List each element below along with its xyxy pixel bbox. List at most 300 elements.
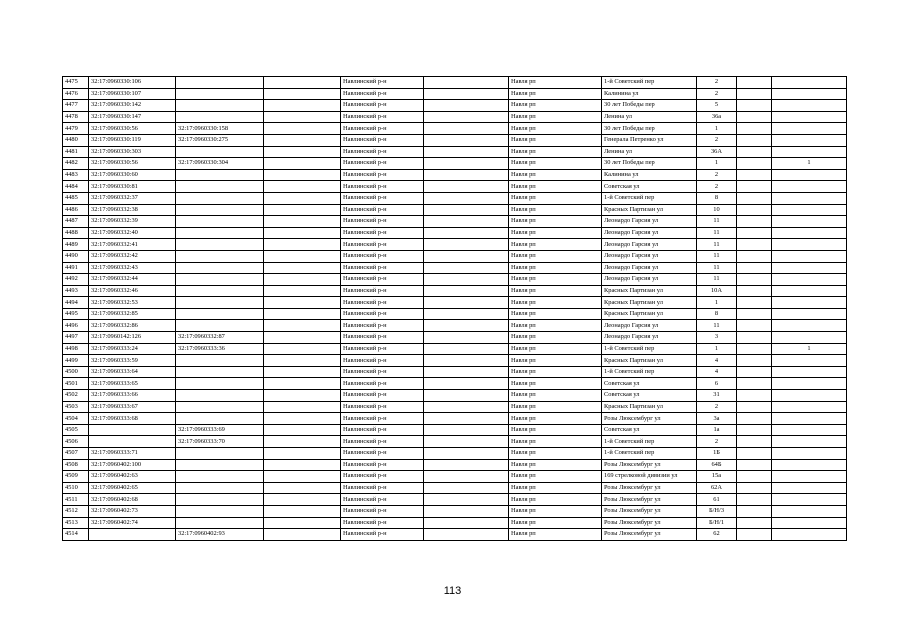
cell-settlement: Навля рп <box>509 192 602 204</box>
table-row <box>63 505 847 517</box>
cell-extra-value <box>772 448 847 460</box>
cell-cadastral-number: 32:17:0960330:119 <box>89 134 176 146</box>
cell-col-empty-2 <box>424 216 509 228</box>
cell-extra-value <box>772 146 847 158</box>
cell-parent-cadastral-number: 32:17:0960333:69 <box>176 424 264 436</box>
cell-district: Навлинский р-н <box>341 378 424 390</box>
cell-parent-cadastral-number <box>176 390 264 402</box>
cell-street: Розы Люксембург ул <box>602 494 697 506</box>
cell-extra-value <box>772 285 847 297</box>
cell-col-empty-2 <box>424 285 509 297</box>
cell-district: Навлинский р-н <box>341 390 424 402</box>
cell-parent-cadastral-number <box>176 297 264 309</box>
cell-settlement: Навля рп <box>509 494 602 506</box>
cell-col-empty-3 <box>737 192 772 204</box>
cell-street: 1-й Советский пер <box>602 448 697 460</box>
cell-house-number: 4 <box>697 366 737 378</box>
cell-row-number: 4506 <box>63 436 89 448</box>
cell-street: Ленина ул <box>602 146 697 158</box>
cell-extra-value <box>772 169 847 181</box>
cell-cadastral-number: 32:17:0960333:24 <box>89 343 176 355</box>
cell-settlement: Навля рп <box>509 216 602 228</box>
cell-extra-value <box>772 192 847 204</box>
cell-house-number: 5 <box>697 100 737 112</box>
cell-extra-value <box>772 111 847 123</box>
cell-house-number: 2 <box>697 436 737 448</box>
cell-cadastral-number: 32:17:0960332:85 <box>89 308 176 320</box>
cell-col-empty-2 <box>424 227 509 239</box>
cell-district: Навлинский р-н <box>341 285 424 297</box>
cell-district: Навлинский р-н <box>341 192 424 204</box>
cell-col-empty-3 <box>737 274 772 286</box>
cell-district: Навлинский р-н <box>341 343 424 355</box>
cell-row-number: 4492 <box>63 274 89 286</box>
cell-street: Красных Партизан ул <box>602 355 697 367</box>
cell-extra-value <box>772 332 847 344</box>
cell-street: Розы Люксембург ул <box>602 482 697 494</box>
cell-district: Навлинский р-н <box>341 436 424 448</box>
cell-district: Навлинский р-н <box>341 401 424 413</box>
cell-settlement: Навля рп <box>509 320 602 332</box>
cell-extra-value <box>772 274 847 286</box>
cell-cadastral-number: 32:17:0960402:74 <box>89 517 176 529</box>
cell-house-number: 11 <box>697 239 737 251</box>
cell-house-number: 11 <box>697 227 737 239</box>
cell-district: Навлинский р-н <box>341 88 424 100</box>
cell-extra-value <box>772 355 847 367</box>
cell-col-empty-1 <box>264 355 341 367</box>
cell-cadastral-number: 32:17:0960330:142 <box>89 100 176 112</box>
cell-col-empty-1 <box>264 413 341 425</box>
cell-street: Леонардо Гарсия ул <box>602 332 697 344</box>
cell-col-empty-2 <box>424 320 509 332</box>
cell-col-empty-2 <box>424 274 509 286</box>
cell-house-number: 2 <box>697 77 737 89</box>
cell-street: Розы Люксембург ул <box>602 505 697 517</box>
cell-house-number: Б/Н/3 <box>697 505 737 517</box>
cell-col-empty-3 <box>737 111 772 123</box>
cell-col-empty-2 <box>424 448 509 460</box>
cell-row-number: 4511 <box>63 494 89 506</box>
table-row <box>63 158 847 170</box>
cell-cadastral-number: 32:17:0960330:147 <box>89 111 176 123</box>
cell-col-empty-2 <box>424 378 509 390</box>
cell-house-number: 2 <box>697 169 737 181</box>
cell-col-empty-1 <box>264 111 341 123</box>
cell-row-number: 4477 <box>63 100 89 112</box>
cell-district: Навлинский р-н <box>341 262 424 274</box>
cell-district: Навлинский р-н <box>341 169 424 181</box>
cell-settlement: Навля рп <box>509 505 602 517</box>
table-row <box>63 297 847 309</box>
cell-row-number: 4482 <box>63 158 89 170</box>
cell-cadastral-number: 32:17:0960330:106 <box>89 77 176 89</box>
cell-col-empty-3 <box>737 401 772 413</box>
cell-col-empty-1 <box>264 320 341 332</box>
table-row <box>63 262 847 274</box>
cell-col-empty-2 <box>424 88 509 100</box>
cell-col-empty-1 <box>264 239 341 251</box>
cell-col-empty-2 <box>424 158 509 170</box>
table-row <box>63 320 847 332</box>
cell-col-empty-2 <box>424 366 509 378</box>
table-row <box>63 239 847 251</box>
cell-district: Навлинский р-н <box>341 355 424 367</box>
cell-house-number: 2 <box>697 181 737 193</box>
cell-col-empty-3 <box>737 413 772 425</box>
cell-settlement: Навля рп <box>509 366 602 378</box>
table-row <box>63 471 847 483</box>
cell-cadastral-number: 32:17:0960333:66 <box>89 390 176 402</box>
cell-col-empty-1 <box>264 285 341 297</box>
cell-col-empty-1 <box>264 262 341 274</box>
cell-col-empty-3 <box>737 436 772 448</box>
cell-settlement: Навля рп <box>509 517 602 529</box>
cell-row-number: 4504 <box>63 413 89 425</box>
table-row <box>63 146 847 158</box>
cell-settlement: Навля рп <box>509 482 602 494</box>
cell-parent-cadastral-number: 32:17:0960333:36 <box>176 343 264 355</box>
cell-extra-value <box>772 529 847 541</box>
cell-parent-cadastral-number <box>176 355 264 367</box>
cell-row-number: 4510 <box>63 482 89 494</box>
table-row <box>63 494 847 506</box>
cell-extra-value <box>772 100 847 112</box>
cell-col-empty-3 <box>737 308 772 320</box>
cell-col-empty-1 <box>264 250 341 262</box>
cell-cadastral-number: 32:17:0960332:37 <box>89 192 176 204</box>
cell-col-empty-1 <box>264 77 341 89</box>
cell-house-number: 11 <box>697 274 737 286</box>
cell-house-number: 1а <box>697 424 737 436</box>
cell-district: Навлинский р-н <box>341 111 424 123</box>
cell-row-number: 4487 <box>63 216 89 228</box>
cell-col-empty-3 <box>737 390 772 402</box>
cell-street: Советская ул <box>602 424 697 436</box>
cell-col-empty-2 <box>424 204 509 216</box>
cell-parent-cadastral-number <box>176 378 264 390</box>
cell-street: 30 лет Победы пер <box>602 100 697 112</box>
cell-settlement: Навля рп <box>509 100 602 112</box>
cell-cadastral-number <box>89 529 176 541</box>
cell-street: Леонардо Гарсия ул <box>602 216 697 228</box>
cell-col-empty-3 <box>737 216 772 228</box>
table-row <box>63 332 847 344</box>
cell-parent-cadastral-number: 32:17:0960330:158 <box>176 123 264 135</box>
cell-extra-value <box>772 471 847 483</box>
cell-extra-value <box>772 262 847 274</box>
cell-extra-value <box>772 378 847 390</box>
cell-col-empty-1 <box>264 494 341 506</box>
cell-col-empty-1 <box>264 390 341 402</box>
cell-extra-value <box>772 88 847 100</box>
cell-col-empty-1 <box>264 424 341 436</box>
cell-row-number: 4491 <box>63 262 89 274</box>
table-row <box>63 343 847 355</box>
cell-district: Навлинский р-н <box>341 517 424 529</box>
cell-settlement: Навля рп <box>509 181 602 193</box>
cell-house-number: 1Б <box>697 448 737 460</box>
cell-district: Навлинский р-н <box>341 413 424 425</box>
cell-col-empty-1 <box>264 297 341 309</box>
cell-house-number: 2 <box>697 88 737 100</box>
cell-col-empty-1 <box>264 192 341 204</box>
cell-col-empty-3 <box>737 332 772 344</box>
cell-district: Навлинский р-н <box>341 297 424 309</box>
cell-row-number: 4486 <box>63 204 89 216</box>
cell-street: 1-й Советский пер <box>602 77 697 89</box>
cell-col-empty-1 <box>264 378 341 390</box>
cell-house-number: 3 <box>697 332 737 344</box>
cell-cadastral-number: 32:17:0960332:43 <box>89 262 176 274</box>
cell-settlement: Навля рп <box>509 285 602 297</box>
cell-settlement: Навля рп <box>509 111 602 123</box>
cell-col-empty-3 <box>737 424 772 436</box>
cell-street: Красных Партизан ул <box>602 204 697 216</box>
cell-col-empty-3 <box>737 459 772 471</box>
cell-house-number: 11 <box>697 320 737 332</box>
cell-extra-value: 1 <box>772 158 847 170</box>
cell-settlement: Навля рп <box>509 413 602 425</box>
cell-settlement: Навля рп <box>509 459 602 471</box>
cell-cadastral-number: 32:17:0960330:303 <box>89 146 176 158</box>
cell-cadastral-number: 32:17:0960332:86 <box>89 320 176 332</box>
cell-district: Навлинский р-н <box>341 320 424 332</box>
cell-street: Калинина ул <box>602 88 697 100</box>
cell-settlement: Навля рп <box>509 471 602 483</box>
cell-col-empty-2 <box>424 413 509 425</box>
table-row <box>63 436 847 448</box>
cell-parent-cadastral-number <box>176 413 264 425</box>
cell-street: 1-й Советский пер <box>602 436 697 448</box>
cell-street: 1-й Советский пер <box>602 343 697 355</box>
cell-district: Навлинский р-н <box>341 77 424 89</box>
cell-street: Розы Люксембург ул <box>602 413 697 425</box>
cell-parent-cadastral-number <box>176 262 264 274</box>
table-row <box>63 192 847 204</box>
cell-col-empty-1 <box>264 158 341 170</box>
cell-col-empty-3 <box>737 146 772 158</box>
cell-cadastral-number: 32:17:0960330:56 <box>89 158 176 170</box>
table-row <box>63 378 847 390</box>
cell-col-empty-1 <box>264 482 341 494</box>
cell-cadastral-number: 32:17:0960330:56 <box>89 123 176 135</box>
cell-settlement: Навля рп <box>509 378 602 390</box>
cell-row-number: 4505 <box>63 424 89 436</box>
cell-col-empty-3 <box>737 239 772 251</box>
cell-cadastral-number: 32:17:0960333:68 <box>89 413 176 425</box>
table-row <box>63 482 847 494</box>
cell-street: Леонардо Гарсия ул <box>602 262 697 274</box>
cell-row-number: 4480 <box>63 134 89 146</box>
page-number: 113 <box>443 585 462 597</box>
cell-street: 169 стрелковой дивизии ул <box>602 471 697 483</box>
cell-house-number: 6 <box>697 378 737 390</box>
cell-settlement: Навля рп <box>509 169 602 181</box>
cell-settlement: Навля рп <box>509 123 602 135</box>
cell-col-empty-2 <box>424 181 509 193</box>
cell-extra-value <box>772 517 847 529</box>
cell-extra-value <box>772 320 847 332</box>
cell-parent-cadastral-number <box>176 216 264 228</box>
cell-cadastral-number: 32:17:0960332:38 <box>89 204 176 216</box>
cell-settlement: Навля рп <box>509 227 602 239</box>
table-row <box>63 250 847 262</box>
cell-col-empty-2 <box>424 471 509 483</box>
cell-settlement: Навля рп <box>509 134 602 146</box>
cell-parent-cadastral-number: 32:17:0960330:304 <box>176 158 264 170</box>
registry-table <box>62 76 847 541</box>
cell-col-empty-2 <box>424 390 509 402</box>
cell-settlement: Навля рп <box>509 332 602 344</box>
cell-district: Навлинский р-н <box>341 146 424 158</box>
cell-street: 30 лет Победы пер <box>602 158 697 170</box>
cell-district: Навлинский р-н <box>341 181 424 193</box>
table-row <box>63 227 847 239</box>
cell-parent-cadastral-number: 32:17:0960332:87 <box>176 332 264 344</box>
table-row <box>63 88 847 100</box>
cell-settlement: Навля рп <box>509 448 602 460</box>
cell-extra-value <box>772 401 847 413</box>
table-row <box>63 77 847 89</box>
cell-col-empty-3 <box>737 529 772 541</box>
cell-house-number: 36А <box>697 146 737 158</box>
cell-col-empty-3 <box>737 366 772 378</box>
cell-extra-value <box>772 123 847 135</box>
cell-col-empty-2 <box>424 401 509 413</box>
cell-district: Навлинский р-н <box>341 366 424 378</box>
cell-col-empty-3 <box>737 448 772 460</box>
cell-cadastral-number: 32:17:0960332:41 <box>89 239 176 251</box>
cell-extra-value <box>772 204 847 216</box>
cell-settlement: Навля рп <box>509 146 602 158</box>
cell-extra-value <box>772 482 847 494</box>
cell-col-empty-2 <box>424 111 509 123</box>
cell-extra-value <box>772 436 847 448</box>
cell-extra-value <box>772 413 847 425</box>
cell-cadastral-number: 32:17:0960333:71 <box>89 448 176 460</box>
cell-extra-value <box>772 297 847 309</box>
cell-col-empty-1 <box>264 505 341 517</box>
cell-street: Розы Люксембург ул <box>602 529 697 541</box>
cell-house-number: 8 <box>697 308 737 320</box>
cell-district: Навлинский р-н <box>341 227 424 239</box>
cell-district: Навлинский р-н <box>341 134 424 146</box>
cell-col-empty-2 <box>424 517 509 529</box>
cell-cadastral-number: 32:17:0960402:63 <box>89 471 176 483</box>
cell-col-empty-2 <box>424 529 509 541</box>
cell-house-number: 1 <box>697 343 737 355</box>
cell-col-empty-3 <box>737 88 772 100</box>
cell-col-empty-1 <box>264 123 341 135</box>
cell-street: Генерала Петренко ул <box>602 134 697 146</box>
cell-house-number: 4 <box>697 355 737 367</box>
cell-col-empty-2 <box>424 123 509 135</box>
cell-col-empty-1 <box>264 332 341 344</box>
table-row <box>63 308 847 320</box>
cell-extra-value <box>772 308 847 320</box>
cell-cadastral-number: 32:17:0960402:65 <box>89 482 176 494</box>
cell-col-empty-3 <box>737 262 772 274</box>
cell-house-number: 2 <box>697 401 737 413</box>
cell-col-empty-3 <box>737 181 772 193</box>
cell-house-number: 1 <box>697 297 737 309</box>
cell-row-number: 4490 <box>63 250 89 262</box>
cell-settlement: Навля рп <box>509 424 602 436</box>
cell-street: Советская ул <box>602 181 697 193</box>
cell-row-number: 4498 <box>63 343 89 355</box>
cell-parent-cadastral-number: 32:17:0960402:93 <box>176 529 264 541</box>
cell-settlement: Навля рп <box>509 262 602 274</box>
cell-cadastral-number: 32:17:0960333:64 <box>89 366 176 378</box>
cell-col-empty-2 <box>424 192 509 204</box>
cell-street: Леонардо Гарсия ул <box>602 239 697 251</box>
cell-parent-cadastral-number <box>176 146 264 158</box>
cell-district: Навлинский р-н <box>341 308 424 320</box>
cell-extra-value <box>772 494 847 506</box>
cell-row-number: 4479 <box>63 123 89 135</box>
cell-col-empty-2 <box>424 308 509 320</box>
cell-col-empty-3 <box>737 517 772 529</box>
table-row <box>63 401 847 413</box>
cell-cadastral-number: 32:17:0960402:73 <box>89 505 176 517</box>
cell-col-empty-1 <box>264 274 341 286</box>
cell-settlement: Навля рп <box>509 529 602 541</box>
cell-street: Ленина ул <box>602 111 697 123</box>
cell-extra-value <box>772 77 847 89</box>
cell-row-number: 4513 <box>63 517 89 529</box>
cell-district: Навлинский р-н <box>341 274 424 286</box>
cell-col-empty-3 <box>737 77 772 89</box>
cell-house-number: 11 <box>697 262 737 274</box>
cell-row-number: 4476 <box>63 88 89 100</box>
cell-parent-cadastral-number <box>176 320 264 332</box>
table-row <box>63 169 847 181</box>
table-row <box>63 366 847 378</box>
table-row <box>63 285 847 297</box>
cell-row-number: 4507 <box>63 448 89 460</box>
cell-row-number: 4514 <box>63 529 89 541</box>
cell-district: Навлинский р-н <box>341 529 424 541</box>
cell-parent-cadastral-number <box>176 366 264 378</box>
cell-cadastral-number: 32:17:0960142:126 <box>89 332 176 344</box>
cell-house-number: 1 <box>697 158 737 170</box>
cell-cadastral-number: 32:17:0960402:68 <box>89 494 176 506</box>
cell-street: Розы Люксембург ул <box>602 517 697 529</box>
cell-parent-cadastral-number <box>176 308 264 320</box>
cell-row-number: 4501 <box>63 378 89 390</box>
cell-col-empty-2 <box>424 505 509 517</box>
cell-col-empty-1 <box>264 366 341 378</box>
cell-col-empty-1 <box>264 216 341 228</box>
cell-col-empty-3 <box>737 227 772 239</box>
cell-extra-value <box>772 239 847 251</box>
cell-extra-value <box>772 216 847 228</box>
cell-extra-value <box>772 181 847 193</box>
cell-district: Навлинский р-н <box>341 216 424 228</box>
cell-col-empty-2 <box>424 459 509 471</box>
cell-cadastral-number: 32:17:0960332:42 <box>89 250 176 262</box>
cell-col-empty-2 <box>424 436 509 448</box>
cell-settlement: Навля рп <box>509 158 602 170</box>
cell-col-empty-1 <box>264 100 341 112</box>
cell-street: Леонардо Гарсия ул <box>602 320 697 332</box>
cell-col-empty-2 <box>424 424 509 436</box>
cell-col-empty-1 <box>264 204 341 216</box>
cell-street: Калинина ул <box>602 169 697 181</box>
cell-parent-cadastral-number <box>176 77 264 89</box>
cell-cadastral-number: 32:17:0960402:100 <box>89 459 176 471</box>
